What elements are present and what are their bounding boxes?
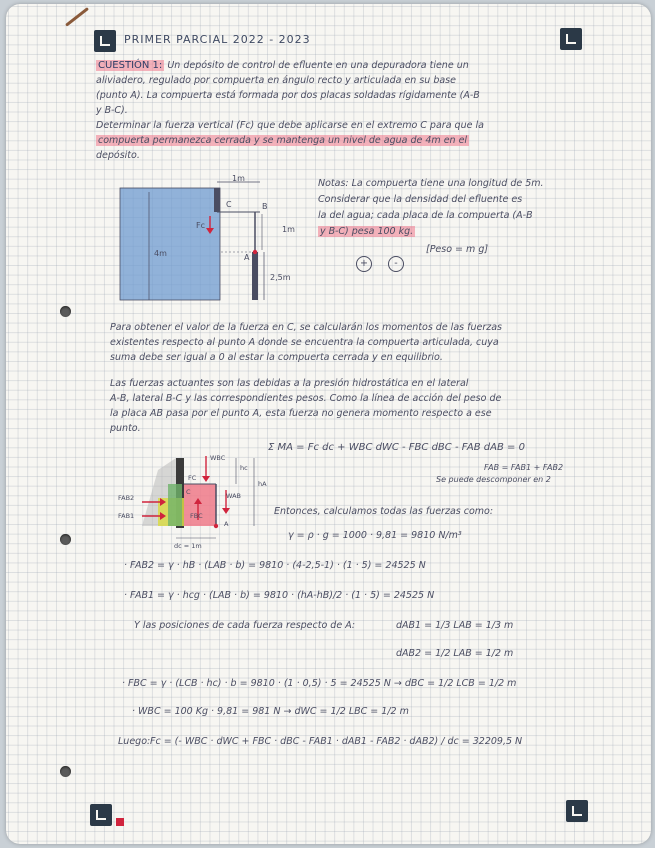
label-fc: Fc [196, 221, 205, 230]
hinge-point [214, 524, 218, 528]
label-fab2: FAB2 [118, 494, 135, 502]
label-1m-top: 1m [232, 174, 245, 183]
label-hc: hc [240, 464, 248, 472]
question-line: (punto A). La compuerta está formada por dos placas soldadas rígidamente (A-B [96, 90, 480, 101]
pen-mark [65, 7, 89, 27]
moment-equation: Σ MA = Fc dc + WBC dWC - FBC dBC - FAB dAB = 0 [268, 442, 525, 453]
logo-top-left-icon [94, 30, 116, 52]
dab1-equation: dAB1 = 1/3 LAB = 1/3 m [396, 620, 514, 631]
binder-hole-icon [60, 534, 71, 545]
negative-moment-icon: - [388, 256, 404, 272]
paragraph-line: suma debe ser igual a 0 al estar la compuerta cerrada y en equilibrio. [110, 352, 443, 363]
gamma-equation: γ = ρ · g = 1000 · 9,81 = 9810 N/m³ [288, 530, 462, 541]
final-label: Luego: [118, 736, 151, 747]
dab2-equation: dAB2 = 1/2 LAB = 1/2 m [396, 648, 514, 659]
split-note: Se puede descomponer en 2 [436, 475, 551, 484]
binder-hole-icon [60, 306, 71, 317]
paragraph-line: Las fuerzas actuantes son las debidas a la presión hidrostática en el lateral [110, 378, 469, 389]
calc-intro: Entonces, calculamos todas las fuerzas como: [274, 506, 494, 517]
question-line: aliviadero, regulado por compuerta en ángulo recto y articulada en su base [96, 75, 456, 86]
wbc-equation: · WBC = 100 Kg · 9,81 = 981 N → dWC = 1/2 LBC = 1/2 m [132, 706, 409, 717]
notes-line: Considerar que la densidad del efluente es [318, 194, 523, 205]
force-diagram [114, 450, 274, 554]
logo-bottom-right-icon [566, 800, 588, 822]
question-line: depósito. [96, 150, 140, 161]
question-line: compuerta permanezca cerrada y se mantenga un nivel de agua de 4m en el [98, 135, 468, 146]
label-1m-side: 1m [282, 225, 295, 234]
question-line: y B-C). [96, 105, 128, 116]
paragraph-line: A-B, lateral B-C y las correspondientes pesos. Como la línea de acción del peso de [110, 393, 502, 404]
paragraph-line: existentes respecto al punto A donde se encuentra la compuerta articulada, cuya [110, 337, 499, 348]
final-equation: Fc = (- WBC · dWC + FBC · dBC - FAB1 · dAB1 - FAB2 · dAB2) / dc = 32209,5 N [150, 736, 523, 747]
notes-line: la del agua; cada placa de la compuerta (A-B [318, 210, 533, 221]
fab1-equation: · FAB1 = γ · hcg · (LAB · b) = 9810 · (hA-hB)/2 · (1 · 5) = 24525 N [124, 590, 435, 601]
label-c: C [226, 200, 232, 209]
fbc-equation: · FBC = γ · (LCB · hc) · b = 9810 · (1 · 0,5) · 5 = 24525 N → dBC = 1/2 LCB = 1/2 m [122, 678, 517, 689]
fab-split: FAB = FAB1 + FAB2 [484, 463, 564, 472]
notes-line: y B-C) pesa 100 kg. [320, 226, 414, 237]
notes-line: Notas: La compuerta tiene una longitud de 5m. [318, 178, 544, 189]
label-c: C [186, 488, 191, 496]
label-fbc: FBC [190, 512, 203, 520]
notebook-page [6, 4, 651, 844]
label-a: A [224, 520, 229, 528]
label-a: A [244, 253, 250, 262]
label-b: B [262, 202, 268, 211]
label-fc: FC [188, 474, 197, 482]
label-wab: WAB [226, 492, 241, 500]
positions-line: Y las posiciones de cada fuerza respecto de A: [134, 620, 356, 631]
label-dc: dc = 1m [174, 542, 202, 550]
label-ha: hA [258, 480, 267, 488]
paragraph-line: punto. [110, 423, 141, 434]
label-4m: 4m [154, 249, 167, 258]
question-line: CUESTIÓN 1: Un depósito de control de efluente en una depuradora tiene un [98, 60, 469, 71]
wall [252, 252, 258, 300]
fab2-equation: · FAB2 = γ · hB · (LAB · b) = 9810 · (4-2,5-1) · (1 · 5) = 24525 N [124, 560, 426, 571]
question-label: CUESTIÓN 1: [98, 60, 163, 71]
label-fab1: FAB1 [118, 512, 135, 520]
paragraph-line: la placa AB pasa por el punto A, esta fuerza no genera momento respecto a ese [110, 408, 492, 419]
paragraph-line: Para obtener el valor de la fuerza en C, se calcularán los momentos de las fuerzas [110, 322, 502, 333]
gate-plate-bc [214, 188, 220, 212]
binder-hole-icon [60, 766, 71, 777]
positive-moment-icon: + [356, 256, 372, 272]
question-line: Determinar la fuerza vertical (Fc) que debe aplicarse en el extremo C para que la [96, 120, 484, 131]
water-area [120, 188, 220, 300]
logo-top-right-icon [560, 28, 582, 50]
hinge-point [253, 250, 257, 254]
label-wbc: WBC [210, 454, 226, 462]
weight-formula: [Peso = m g] [426, 244, 489, 255]
logo-bottom-left-icon [90, 804, 112, 826]
tank-diagram [114, 174, 304, 306]
page-title: PRIMER PARCIAL 2022 - 2023 [124, 33, 311, 46]
label-2-5m: 2,5m [270, 273, 291, 282]
